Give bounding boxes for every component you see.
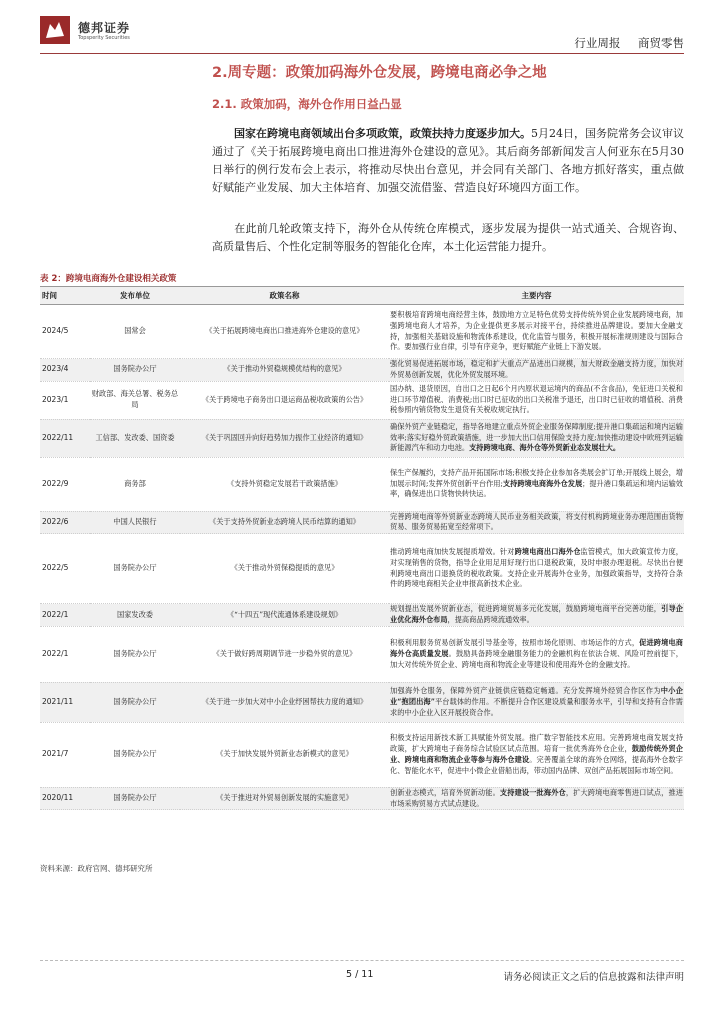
table-row (40, 419, 684, 457)
cell-time: 2022/1 (40, 626, 90, 682)
content-bold: 支持跨境电商海外仓发展 (502, 478, 583, 488)
cell-content (389, 457, 684, 511)
content-pre: 确保外贸产业链稳定，指导各地建立重点外贸企业服务保障制度;提升港口集疏运和境内运输效率;落实好稳外贸政策措施，进一步加大出口信用保险支持力度;加快推动建设中欧班列运输新能源汽车和动力电池。 (390, 421, 683, 453)
content-post: 。完善覆盖全球的海外仓网络，提高海外仓数字化、智能化水平，促进中小微企业借船出海，带动国内品牌、双创产品拓展国际市场空间。 (390, 754, 683, 775)
cell-time: 2022/6 (40, 511, 90, 534)
paragraph-1-body: 5月24日，国务院常务会议审议通过了《关于拓展跨境电商出口推进海外仓建设的意见》。其后商务部新闻发言人何亚东在5月30日举行的例行发布会上表示，将推动尽快出台意见，并会同有关部门、各地方抓好落实，重点做好赋能产业发展、加大主体培育、加强交流借鉴、营造良好环境四方面工作。 (212, 127, 684, 194)
table-row (40, 682, 684, 722)
cell-time: 2022/5 (40, 534, 90, 604)
content-pre: 积极支持运用新技术新工具赋能外贸发展。推广数字智能技术应用。完善跨境电商发展支持政策，扩大跨境电子商务综合试验区试点范围。培育一批优秀海外仓企业， (390, 733, 683, 753)
content-bold: 引导企业优化海外仓布局 (390, 604, 683, 624)
industry-name: 商贸零售 (638, 36, 684, 50)
cell-time: 2020/11 (40, 787, 90, 810)
cell-unit: 国务院办公厅 (90, 787, 180, 810)
cell-content (389, 381, 684, 419)
cell-content (389, 604, 684, 627)
table-row (40, 626, 684, 682)
content-pre: 创新业态模式，培育外贸新动能。 (390, 787, 500, 797)
cell-policy-name: 《关于推动外贸保稳提质的意见》 (180, 534, 389, 604)
cell-policy-name: 《关于跨境电子商务出口退运商品税收政策的公告》 (180, 381, 389, 419)
header-content: 主要内容 (389, 287, 684, 305)
logo-name-en: Topsperity Securities (78, 35, 130, 41)
cell-content (389, 682, 684, 722)
cell-content (389, 511, 684, 534)
cell-content (389, 359, 684, 382)
cell-policy-name: 《关于支持外贸新业态跨境人民币结算的通知》 (180, 511, 389, 534)
source-note: 资料来源：政府官网、德邦研究所 (40, 864, 153, 873)
content-bold: 支持建设一批海外仓 (499, 787, 566, 797)
header-divider (40, 53, 684, 54)
table-row (40, 457, 684, 511)
cell-time: 2024/5 (40, 305, 90, 359)
cell-unit: 国务院办公厅 (90, 359, 180, 382)
cell-content (389, 305, 684, 359)
content-bold: 跨境电商出口海外仓 (514, 547, 581, 557)
cell-time: 2021/7 (40, 722, 90, 787)
cell-policy-name: 《关于做好跨周期调节进一步稳外贸的意见》 (180, 626, 389, 682)
cell-content (389, 419, 684, 457)
paragraph-2-body: 在此前几轮政策支持下，海外仓从传统仓库模式，逐步发展为提供一站式通关、合规咨询、高质量售后、个性化定制等服务的智能化仓库，本土化运营能力提升。 (212, 222, 684, 253)
cell-time: 2022/1 (40, 604, 90, 627)
policy-table (40, 286, 684, 810)
cell-content (389, 626, 684, 682)
cell-content (389, 722, 684, 787)
table-row (40, 604, 684, 627)
table-row (40, 511, 684, 534)
table-row (40, 722, 684, 787)
table-body (40, 305, 684, 810)
cell-time: 2023/4 (40, 359, 90, 382)
header-unit: 发布单位 (90, 287, 180, 305)
company-logo (40, 16, 180, 46)
content-pre: 国办纳、退货原因，自出口之日起6个月内原状退运境内的商品(不含食品)，免征进口关税和进口环节增值税、消费税;出口时已征收的出口关税准予退还，出口时已征收的增值税、消费税参照内销货物发生退货有关税收规定执行。 (390, 383, 683, 415)
table-row (40, 787, 684, 810)
table-row (40, 381, 684, 419)
content-post: ，扩大跨境电商零售进口试点，推进市场采购贸易方式试点建设。 (390, 787, 683, 808)
content-post: ；提升港口集疏运和境内运输效率，确保进出口货物快转快运。 (390, 478, 683, 499)
table-caption: 表 2：跨境电商海外仓建设相关政策 (40, 274, 177, 284)
footer-divider (40, 960, 684, 961)
cell-policy-name: 《支持外贸稳定发展若干政策措施》 (180, 457, 389, 511)
content-bold: 鼓励传统外贸企业、跨境电商和物流企业等参与海外仓建设 (390, 743, 683, 764)
report-type: 行业周报 (574, 36, 621, 50)
cell-policy-name: 《关于拓展跨境电商出口推进海外仓建设的意见》 (180, 305, 389, 359)
cell-policy-name: 《关于推进对外贸易创新发展的实施意见》 (180, 787, 389, 810)
cell-policy-name: 《关于进一步加大对中小企业纾困帮扶力度的通知》 (180, 682, 389, 722)
content-pre: 保生产保履约，支持产品开拓国际市场;积极支持企业参加各类展会扩订单;开展线上展会，增加展示时间;发挥外贸创新平台作用; (390, 467, 683, 488)
cell-unit: 国常会 (90, 305, 180, 359)
cell-time: 2022/9 (40, 457, 90, 511)
cell-policy-name: 《关于巩固回升向好趋势加力振作工业经济的通知》 (180, 419, 389, 457)
content-bold: 促进跨境电商海外仓高质量发展 (390, 638, 683, 658)
cell-unit: 国家发改委 (90, 604, 180, 627)
cell-unit: 工信部、发改委、国资委 (90, 419, 180, 457)
content-bold: 支持跨境电商、海外仓等外贸新业态发展壮大。 (469, 443, 621, 453)
disclaimer: 请务必阅读正文之后的信息披露和法律声明 (503, 972, 684, 983)
content-pre: 强化贸易促进拓展市场，稳定和扩大重点产品进出口规模，加大财政金融支持力度，加快对外贸易创新发展，优化外贸发展环境。 (390, 359, 683, 379)
table-header-row (40, 287, 684, 305)
logo-mark-icon (40, 16, 70, 44)
header-tags (560, 35, 684, 51)
cell-policy-name: 《关于推动外贸稳规模优结构的意见》 (180, 359, 389, 382)
cell-time: 2021/11 (40, 682, 90, 722)
table-row (40, 359, 684, 382)
table-row (40, 534, 684, 604)
cell-unit: 国务院办公厅 (90, 682, 180, 722)
cell-content (389, 787, 684, 810)
content-pre: 完善跨境电商等外贸新业态跨境人民币业务相关政策，将支付机构跨境业务办理范围由货物贸易、服务贸易拓宽至经常项下。 (390, 511, 683, 532)
cell-unit: 中国人民银行 (90, 511, 180, 534)
content-pre: 要积极培育跨境电商经营主体，鼓励地方立足特色优势支持传统外贸企业发展跨境电商，加强跨境电商人才培养，为企业提供更多展示对接平台，持续推进品牌建设。要加大金融支持，加强相关基础设施和物流体系建设，优化监管与服务，积极开展标准规则建设与国际合作。要加强行业自律，引导有序竞争，更好赋能产业链上下游发展。 (390, 309, 683, 352)
cell-unit: 商务部 (90, 457, 180, 511)
paragraph-1 (212, 125, 684, 197)
content-pre: 规划提出发展外贸新业态，促进跨境贸易多元化发展，鼓励跨境电商平台完善功能， (390, 604, 662, 614)
table-row (40, 305, 684, 359)
cell-time: 2023/1 (40, 381, 90, 419)
cell-policy-name: 《“十四五”现代流通体系建设规划》 (180, 604, 389, 627)
cell-time: 2022/11 (40, 419, 90, 457)
header-name: 政策名称 (180, 287, 389, 305)
section-title: 2.周专题：政策加码海外仓发展，跨境电商必争之地 (212, 65, 547, 81)
cell-unit: 国务院办公厅 (90, 626, 180, 682)
cell-unit: 国务院办公厅 (90, 722, 180, 787)
paragraph-1-lead: 国家在跨境电商领域出台多项政策，政策扶持力度逐步加大。 (234, 127, 531, 140)
page-number: 5 / 11 (346, 969, 374, 980)
cell-content (389, 534, 684, 604)
cell-unit: 财政部、海关总署、税务总局 (90, 381, 180, 419)
content-bold: 中小企业“抱团出海” (390, 686, 683, 706)
header-time: 时间 (40, 287, 90, 305)
content-post: 。鼓励具备跨境金融服务能力的金融机构在依法合规、风险可控前提下，加大对传统外贸企业、跨境电商和物流企业等建设和使用海外仓的金融支持。 (390, 648, 683, 669)
cell-policy-name: 《关于加快发展外贸新业态新模式的意见》 (180, 722, 389, 787)
cell-unit: 国务院办公厅 (90, 534, 180, 604)
content-post: ，提高商品跨境流通效率。 (447, 614, 534, 624)
section-subtitle: 2.1. 政策加码，海外仓作用日益凸显 (212, 97, 402, 111)
content-post: 监管模式，加大政策宣传力度，对实现销售的货物，指导企业用足用好现行出口退税政策，及时申报办理退税。尽快出台便利跨境电商出口退换货的税收政策。支持企业开展海外仓业务，加强政策指导，支持符合条件的跨境电商相关企业申报高新技术企业。 (390, 547, 683, 589)
content-pre: 积极利用服务贸易创新发展引导基金等，按照市场化原则、市场运作的方式， (390, 638, 640, 648)
content-pre: 加强海外仓服务，保障外贸产业链供应链稳定畅通。充分发挥境外经贸合作区作为 (390, 686, 661, 696)
paragraph-2 (212, 220, 684, 256)
content-post: 平台载体的作用。不断提升合作区建设质量和服务水平，引导和支持有合作需求的中小企业入区开展投资合作。 (390, 696, 683, 717)
logo-name-cn: 德邦证券 (78, 21, 131, 35)
content-pre: 推动跨境电商加快发展提质增效。针对 (390, 547, 515, 557)
